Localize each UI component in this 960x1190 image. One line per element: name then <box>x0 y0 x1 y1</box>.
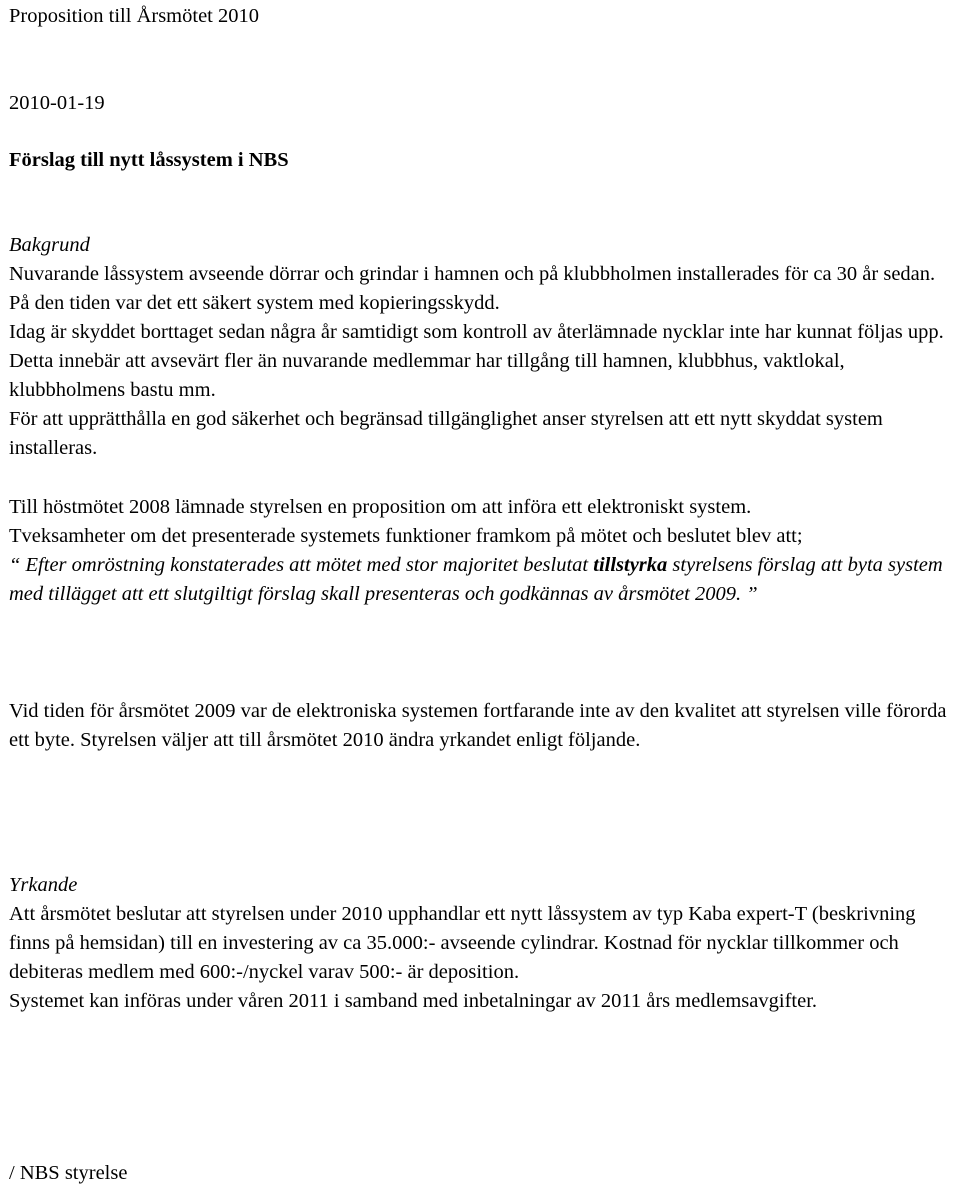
document-title: Proposition till Årsmötet 2010 <box>9 5 259 27</box>
background-paragraph-2: Idag är skyddet borttaget sedan några år samtidigt som kontroll av återlämnade nycklar inte har kunnat följas upp. Detta innebär att avsevärt fler än nuvarande medlemmar har tillgång till hamnen, klubbhus, vaktlokal, klubbholmens bastu mm. <box>9 321 944 401</box>
current-section <box>9 697 954 755</box>
proposal-heading: Förslag till nytt låssystem i NBS <box>9 149 289 171</box>
document-date: 2010-01-19 <box>9 92 105 114</box>
current-paragraph: Vid tiden för årsmötet 2009 var de elektroniska systemen fortfarande inte av den kvalitet att styrelsen ville förorda ett byte. Styrelsen väljer att till årsmötet 2010 ändra yrkandet enligt följande. <box>9 700 947 751</box>
signature: / NBS styrelse <box>9 1162 128 1184</box>
quote-close-mark: ” <box>746 583 758 605</box>
history-paragraph-1: Till höstmötet 2008 lämnade styrelsen en proposition om att införa ett elektroniskt system. <box>9 496 752 518</box>
claim-paragraph-2: Systemet kan införas under våren 2011 i samband med inbetalningar av 2011 års medlemsavgifter. <box>9 990 818 1012</box>
quote-text-end: styrelsens förslag att byta system med tillägget att ett slutgiltigt förslag skall presenteras och godkännas av årsmötet 2009. <box>9 554 943 605</box>
background-paragraph-3: För att upprätthålla en god säkerhet och begränsad tillgänglighet anser styrelsen att ett nytt skyddat system installeras. <box>9 408 883 459</box>
quote-open-mark: “ <box>9 554 21 576</box>
background-section <box>9 231 954 463</box>
background-label: Bakgrund <box>9 234 90 256</box>
claim-label: Yrkande <box>9 874 78 896</box>
quote-text-start: Efter omröstning konstaterades att mötet med stor majoritet beslutat <box>20 554 594 576</box>
background-paragraph-1: Nuvarande låssystem avseende dörrar och grindar i hamnen och på klubbholmen installerades för ca 30 år sedan. På den tiden var det ett säkert system med kopieringsskydd. <box>9 263 936 314</box>
decision-quote <box>9 551 954 609</box>
history-section <box>9 493 954 609</box>
history-paragraph-2: Tveksamheter om det presenterade systemets funktioner framkom på mötet och beslutet blev att; <box>9 525 803 547</box>
claim-paragraph-1: Att årsmötet beslutar att styrelsen under 2010 upphandlar ett nytt låssystem av typ Kaba expert-T (beskrivning finns på hemsidan) till en investering av ca 35.000:- avseende cylindrar. Kostnad för nycklar tillkommer och debiteras medlem med 600:-/nyckel varav 500:- är deposition. <box>9 903 916 983</box>
claim-section <box>9 871 954 1016</box>
quote-bold-word: tillstyrka <box>593 554 668 576</box>
